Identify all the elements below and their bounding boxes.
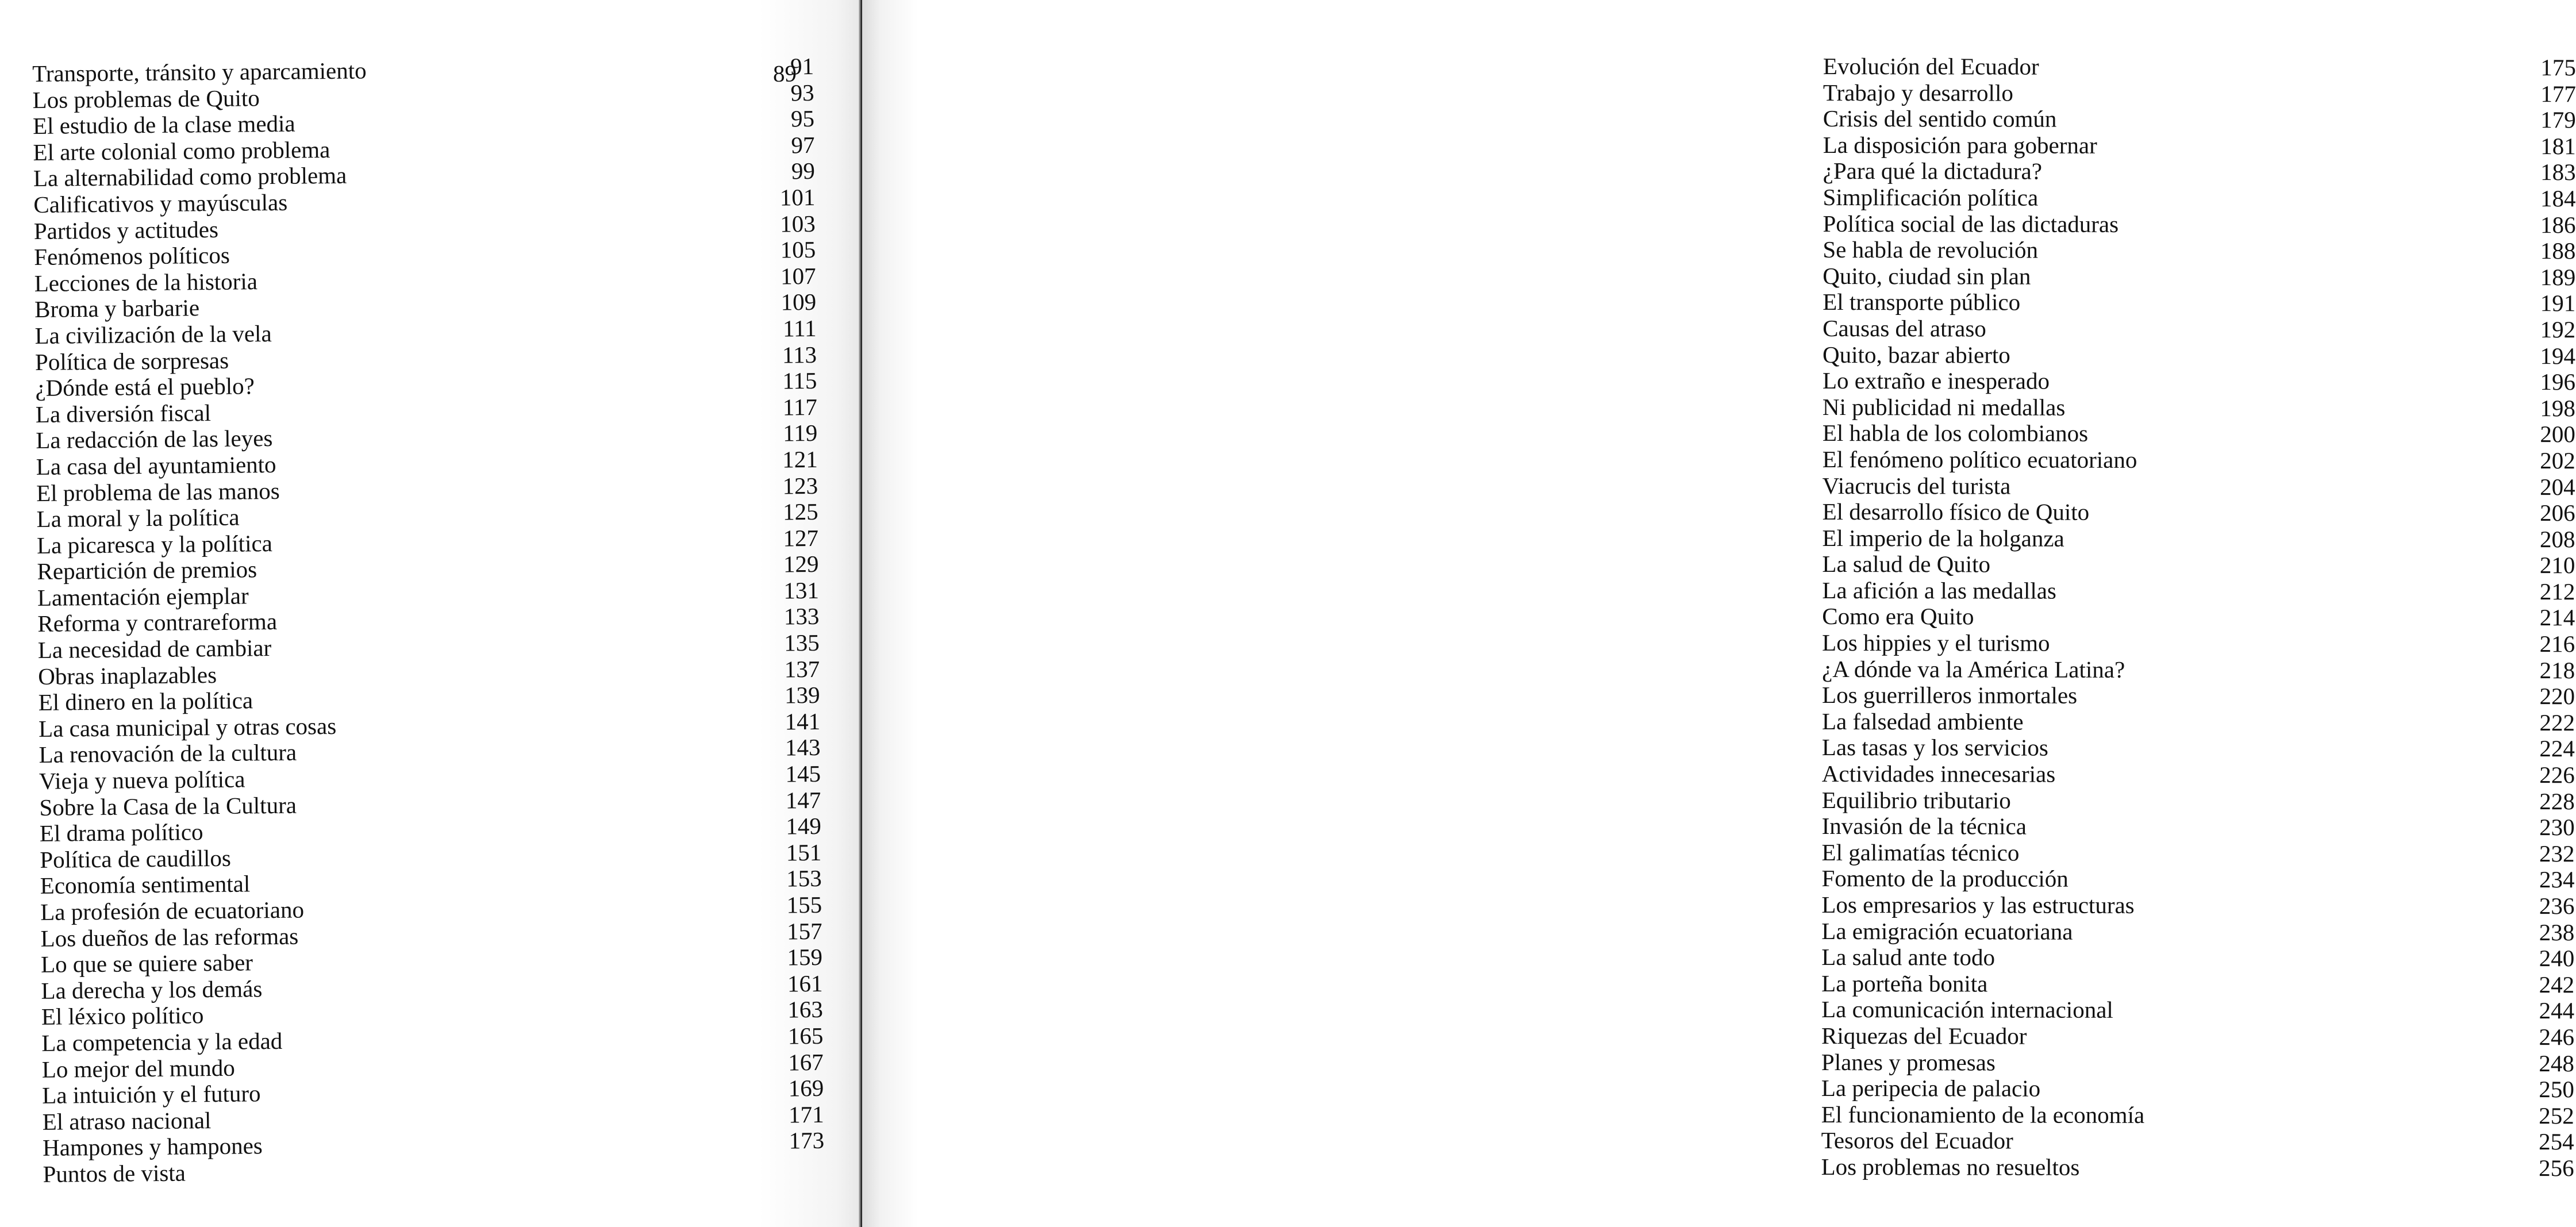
toc-entry-page-number: 151 (786, 838, 822, 866)
toc-entry-page-number: 254 (2539, 1128, 2574, 1155)
toc-entry-title: El atraso nacional (42, 1106, 212, 1135)
toc-entry (1821, 971, 2574, 998)
toc-entry-page-number: 234 (2539, 866, 2575, 893)
toc-entry-page-number: 200 (2540, 421, 2575, 448)
toc-entry-page-number: 109 (781, 289, 817, 316)
toc-entry-page-number: 123 (782, 472, 818, 499)
toc-entry-page-number: 226 (2539, 761, 2575, 788)
toc-entry-title: Lecciones de la historia (34, 268, 258, 297)
toc-entry-title: Los hippies y el turismo (1822, 629, 2050, 656)
toc-entry-title: Fenómenos políticos (34, 241, 230, 271)
toc-entry (1821, 1049, 2574, 1077)
toc-entry-title: Política social de las dictaduras (1823, 210, 2119, 237)
toc-entry-title: Trabajo y desarrollo (1823, 79, 2013, 106)
toc-entry (1822, 656, 2575, 684)
toc-entry-title: La emigración ecuatoriana (1821, 917, 2073, 945)
toc-entry (1823, 53, 2576, 81)
toc-entry-page-number: 91 (790, 52, 814, 80)
toc-entry (1821, 1102, 2574, 1129)
toc-entry-page-number: 129 (783, 551, 819, 578)
toc-entry-page-number: 214 (2539, 604, 2575, 631)
toc-entry (1822, 578, 2575, 605)
toc-entry (1821, 866, 2574, 893)
toc-entry-title: Economía sentimental (40, 870, 251, 899)
toc-entry (1822, 787, 2575, 815)
toc-entry-title: Calificativos y mayúsculas (33, 189, 288, 218)
toc-entry-title: La competencia y la edad (41, 1027, 283, 1056)
toc-entry (1822, 709, 2575, 736)
toc-entry-title: El problema de las manos (36, 477, 280, 506)
toc-entry-title: La afición a las medallas (1822, 576, 2056, 604)
toc-entry-title: Lo mejor del mundo (41, 1054, 235, 1083)
toc-entry-title: El imperio de la holganza (1822, 524, 2064, 552)
toc-entry-page-number: 101 (779, 183, 816, 211)
toc-entry-title: Política de sorpresas (34, 347, 229, 375)
toc-entry (1822, 761, 2575, 788)
toc-entry-page-number: 238 (2539, 918, 2575, 945)
toc-entry-title: Riquezas del Ecuador (1821, 1022, 2027, 1049)
toc-entry (1823, 316, 2575, 343)
toc-entry-title: La casa del ayuntamiento (36, 451, 276, 480)
toc-entry (1821, 944, 2574, 972)
toc-entry-page-number: 157 (786, 917, 822, 945)
toc-entry-page-number: 153 (786, 865, 822, 892)
toc-entry-title: Política de caudillos (40, 844, 232, 873)
toc-entry-title: Evolución del Ecuador (1823, 53, 2039, 80)
toc-entry-page-number: 93 (790, 79, 814, 106)
toc-entry-page-number: 99 (791, 157, 816, 184)
toc-entry-page-number: 218 (2539, 656, 2575, 683)
toc-entry-title: Transporte, tránsito y aparcamiento (32, 57, 367, 87)
toc-entry-page-number: 240 (2539, 945, 2575, 972)
toc-entry-title: Lo que se quiere saber (40, 949, 253, 978)
toc-entry-title: ¿Dónde está el pueblo? (35, 372, 255, 402)
toc-entry-title: Planes y promesas (1821, 1048, 1996, 1076)
toc-entry (1822, 603, 2575, 631)
toc-entry (1822, 682, 2575, 710)
toc-entry-page-number: 119 (783, 420, 818, 447)
toc-entry (1823, 447, 2575, 474)
toc-entry-title: La intuición y el futuro (42, 1080, 261, 1109)
toc-entry-page-number: 192 (2540, 316, 2576, 343)
toc-entry-page-number: 175 (2540, 54, 2576, 81)
toc-entry-title: Actividades innecesarias (1821, 760, 2056, 787)
toc-entry-page-number: 204 (2540, 473, 2575, 500)
toc-entry-title: La disposición para gobernar (1823, 131, 2097, 159)
toc-entry-page-number: 103 (780, 210, 816, 237)
toc-entry-page-number: 145 (785, 760, 821, 787)
toc-entry-title: La salud ante todo (1821, 944, 1996, 971)
toc-entry-title: El transporte público (1823, 289, 2021, 316)
toc-entry-page-number: 194 (2540, 342, 2576, 369)
toc-entry-title: Sobre la Casa de la Cultura (39, 791, 297, 821)
toc-entry-page-number: 165 (787, 1022, 824, 1049)
toc-entry-page-number: 159 (787, 944, 823, 971)
toc-entry (1821, 997, 2574, 1024)
toc-entry (1823, 80, 2576, 107)
toc-entry-page-number: 196 (2540, 368, 2576, 395)
toc-entry (1823, 106, 2576, 133)
toc-entry-page-number: 191 (2540, 290, 2576, 317)
left-page (0, 0, 862, 1227)
toc-entry-title: Lamentación ejemplar (37, 582, 249, 611)
toc-entry (1823, 237, 2575, 264)
toc-entry-title: El funcionamiento de la economía (1821, 1101, 2145, 1128)
toc-entry-title: Las tasas y los servicios (1821, 734, 2048, 761)
toc-entry (1821, 1128, 2574, 1155)
toc-entry-page-number: 208 (2539, 525, 2575, 552)
toc-entry-page-number: 177 (2540, 80, 2576, 107)
toc-entry-title: La picaresca y la política (36, 529, 273, 559)
toc-entry-title: El arte colonial como problema (33, 136, 330, 166)
toc-entry-page-number: 107 (780, 262, 816, 290)
toc-entry-title: Reforma y contrareforma (37, 608, 278, 637)
toc-entry-title: Lo extraño e inesperado (1822, 367, 2050, 394)
toc-entry (1823, 342, 2575, 370)
toc-entry (1823, 472, 2575, 500)
toc-entry-title: Repartición de premios (37, 556, 257, 585)
toc-entry-title: La peripecia de palacio (1821, 1075, 2041, 1102)
toc-entry (1821, 1075, 2574, 1103)
toc-entry-page-number: 181 (2540, 132, 2576, 160)
toc-entry (1822, 840, 2575, 867)
toc-entry-page-number: 256 (2539, 1155, 2574, 1182)
toc-entry-title: Se habla de revolución (1823, 236, 2039, 263)
toc-entry-title: Ni publicidad ni medallas (1822, 393, 2066, 421)
toc-entry-title: Hampones y hampones (42, 1132, 263, 1161)
toc-entry-page-number: 206 (2540, 499, 2575, 526)
left-table-of-contents (32, 53, 825, 1187)
toc-entry-title: El desarrollo físico de Quito (1822, 498, 2090, 525)
toc-entry (1822, 734, 2575, 762)
toc-entry-title: Simplificación política (1823, 183, 2039, 211)
toc-entry-page-number: 131 (783, 576, 820, 604)
toc-entry-title: El léxico político (41, 1002, 204, 1030)
right-page (862, 0, 2576, 1227)
toc-entry (1821, 1154, 2574, 1182)
toc-entry-page-number: 171 (788, 1101, 824, 1128)
toc-entry-title: Como era Quito (1822, 603, 1974, 630)
toc-entry-page-number: 137 (784, 655, 820, 683)
toc-entry (1823, 394, 2575, 422)
toc-entry-page-number: 236 (2539, 893, 2575, 920)
toc-entry-title: El dinero en la política (38, 687, 253, 716)
toc-entry-page-number: 161 (787, 970, 823, 997)
toc-entry-page-number: 179 (2540, 106, 2576, 133)
toc-entry-title: La salud de Quito (1822, 551, 1991, 578)
toc-entry-page-number: 121 (782, 445, 818, 473)
toc-entry-title: Obras inaplazables (38, 661, 217, 690)
toc-entry-title: La civilización de la vela (34, 320, 272, 349)
toc-entry-page-number: 232 (2539, 840, 2575, 867)
toc-entry (1822, 813, 2575, 841)
toc-entry-page-number: 167 (788, 1048, 824, 1076)
toc-entry-page-number: 242 (2539, 971, 2575, 998)
toc-entry-title: Quito, bazar abierto (1823, 341, 2010, 368)
toc-entry-page-number: 143 (785, 734, 821, 761)
toc-entry-page-number: 210 (2539, 552, 2575, 579)
toc-entry-page-number: 149 (786, 813, 822, 840)
toc-entry-title: El habla de los colombianos (1822, 420, 2089, 447)
toc-entry-page-number: 105 (780, 236, 816, 263)
toc-entry-title: El drama político (39, 818, 203, 847)
toc-entry-page-number: 244 (2539, 997, 2575, 1024)
toc-entry (1821, 1023, 2574, 1051)
toc-entry-page-number: 222 (2539, 709, 2575, 736)
toc-entry-page-number: 189 (2540, 263, 2576, 291)
toc-entry-title: El fenómeno político ecuatoriano (1822, 445, 2137, 473)
toc-entry-page-number: 139 (784, 682, 820, 709)
toc-entry-title: Viacrucis del turista (1822, 472, 2011, 499)
toc-entry-page-number: 117 (782, 393, 818, 421)
toc-entry-page-number: 252 (2539, 1102, 2574, 1129)
toc-entry-title: La moral y la política (36, 503, 240, 533)
toc-entry-title: La comunicación internacional (1821, 996, 2113, 1024)
toc-entry-page-number: 184 (2540, 185, 2576, 212)
toc-entry-title: La redacción de las leyes (36, 425, 273, 454)
toc-entry (1822, 525, 2575, 553)
toc-entry-page-number: 133 (783, 603, 820, 630)
toc-entry-page-number: 216 (2539, 630, 2575, 657)
toc-entry-page-number: 212 (2539, 578, 2575, 605)
toc-entry-title: Quito, ciudad sin plan (1823, 262, 2031, 290)
toc-entry-title: La casa municipal y otras cosas (38, 712, 337, 742)
toc-entry-page-number: 183 (2540, 159, 2576, 186)
toc-entry-title: La derecha y los demás (41, 975, 263, 1004)
toc-entry (1823, 499, 2575, 526)
toc-entry (1821, 892, 2574, 920)
toc-entry-page-number: 230 (2539, 814, 2575, 841)
toc-entry-title: Broma y barbarie (34, 294, 200, 323)
toc-entry (1822, 551, 2575, 579)
toc-entry-page-number: 127 (783, 524, 819, 552)
toc-entry-title: Los dueños de las reformas (40, 922, 299, 952)
toc-entry-title: La necesidad de cambiar (37, 634, 272, 664)
toc-entry-title: La renovación de la cultura (39, 739, 297, 768)
toc-entry (1823, 289, 2575, 317)
toc-entry-page-number: 135 (784, 629, 820, 656)
toc-entry-title: ¿Para qué la dictadura? (1823, 157, 2042, 185)
toc-entry-title: Partidos y actitudes (33, 216, 219, 244)
toc-entry-page-number: 220 (2539, 683, 2575, 710)
toc-entry-page-number: 228 (2539, 787, 2575, 814)
toc-entry (1823, 368, 2575, 395)
toc-entry-page-number: 188 (2540, 237, 2576, 264)
toc-entry-title: Invasión de la técnica (1821, 813, 2027, 840)
toc-entry-page-number: 173 (789, 1127, 825, 1154)
toc-page-number-standalone: 89 (772, 60, 797, 87)
toc-entry-title: Los empresarios y las estructuras (1821, 891, 2135, 918)
toc-entry-title: Los guerrilleros inmortales (1822, 682, 2078, 709)
toc-entry-page-number: 186 (2540, 211, 2576, 238)
toc-entry-page-number: 224 (2539, 735, 2575, 762)
toc-entry (1823, 211, 2575, 239)
toc-entry-page-number: 125 (782, 498, 818, 525)
toc-entry-page-number: 97 (791, 131, 815, 159)
toc-entry (1823, 158, 2576, 186)
toc-entry-page-number: 111 (782, 314, 817, 342)
toc-entry (1823, 132, 2576, 160)
toc-entry-title: El estudio de la clase media (32, 110, 295, 140)
toc-entry-page-number: 115 (782, 367, 817, 394)
toc-entry-page-number: 155 (786, 891, 822, 918)
toc-entry-page-number: 95 (790, 105, 815, 132)
toc-entry-title: ¿A dónde va la América Latina? (1822, 655, 2125, 683)
toc-entry-title: La porteña bonita (1821, 970, 1988, 997)
toc-entry (1823, 263, 2575, 291)
toc-entry-page-number: 248 (2539, 1049, 2574, 1076)
toc-entry-page-number: 198 (2540, 394, 2575, 422)
toc-entry-page-number: 169 (788, 1075, 824, 1102)
toc-entry (1821, 918, 2574, 946)
toc-entry (1822, 630, 2575, 657)
toc-entry-title: Fomento de la producción (1821, 865, 2069, 893)
right-table-of-contents (1821, 53, 2576, 1182)
toc-entry-title: La diversión fiscal (35, 399, 212, 428)
toc-entry-title: Los problemas no resueltos (1821, 1153, 2080, 1180)
toc-entry-title: Vieja y nueva política (39, 766, 245, 794)
toc-entry-page-number: 147 (785, 786, 821, 814)
toc-entry-title: La profesión de ecuatoriano (40, 896, 305, 925)
toc-entry (1823, 184, 2576, 212)
toc-entry-page-number: 141 (785, 707, 821, 735)
toc-entry-page-number: 113 (782, 341, 817, 368)
toc-entry-page-number: 202 (2540, 447, 2575, 474)
toc-entry-title: La falsedad ambiente (1821, 707, 2024, 735)
toc-entry-title: La alternabilidad como problema (33, 162, 347, 192)
toc-entry-page-number: 250 (2539, 1076, 2574, 1103)
toc-entry-title: Crisis del sentido común (1823, 105, 2057, 132)
toc-entry-title: Los problemas de Quito (32, 84, 260, 113)
toc-entry (1823, 420, 2575, 448)
toc-entry-page-number: 246 (2539, 1024, 2575, 1051)
toc-entry-title: Tesoros del Ecuador (1821, 1127, 2013, 1154)
toc-entry-page-number: 163 (787, 996, 824, 1023)
toc-entry-title: El galimatías técnico (1821, 838, 2020, 866)
toc-entry-title: Puntos de vista (43, 1159, 186, 1187)
toc-entry-title: Causas del atraso (1823, 314, 1986, 342)
toc-entry-title: Equilibrio tributario (1821, 786, 2011, 814)
